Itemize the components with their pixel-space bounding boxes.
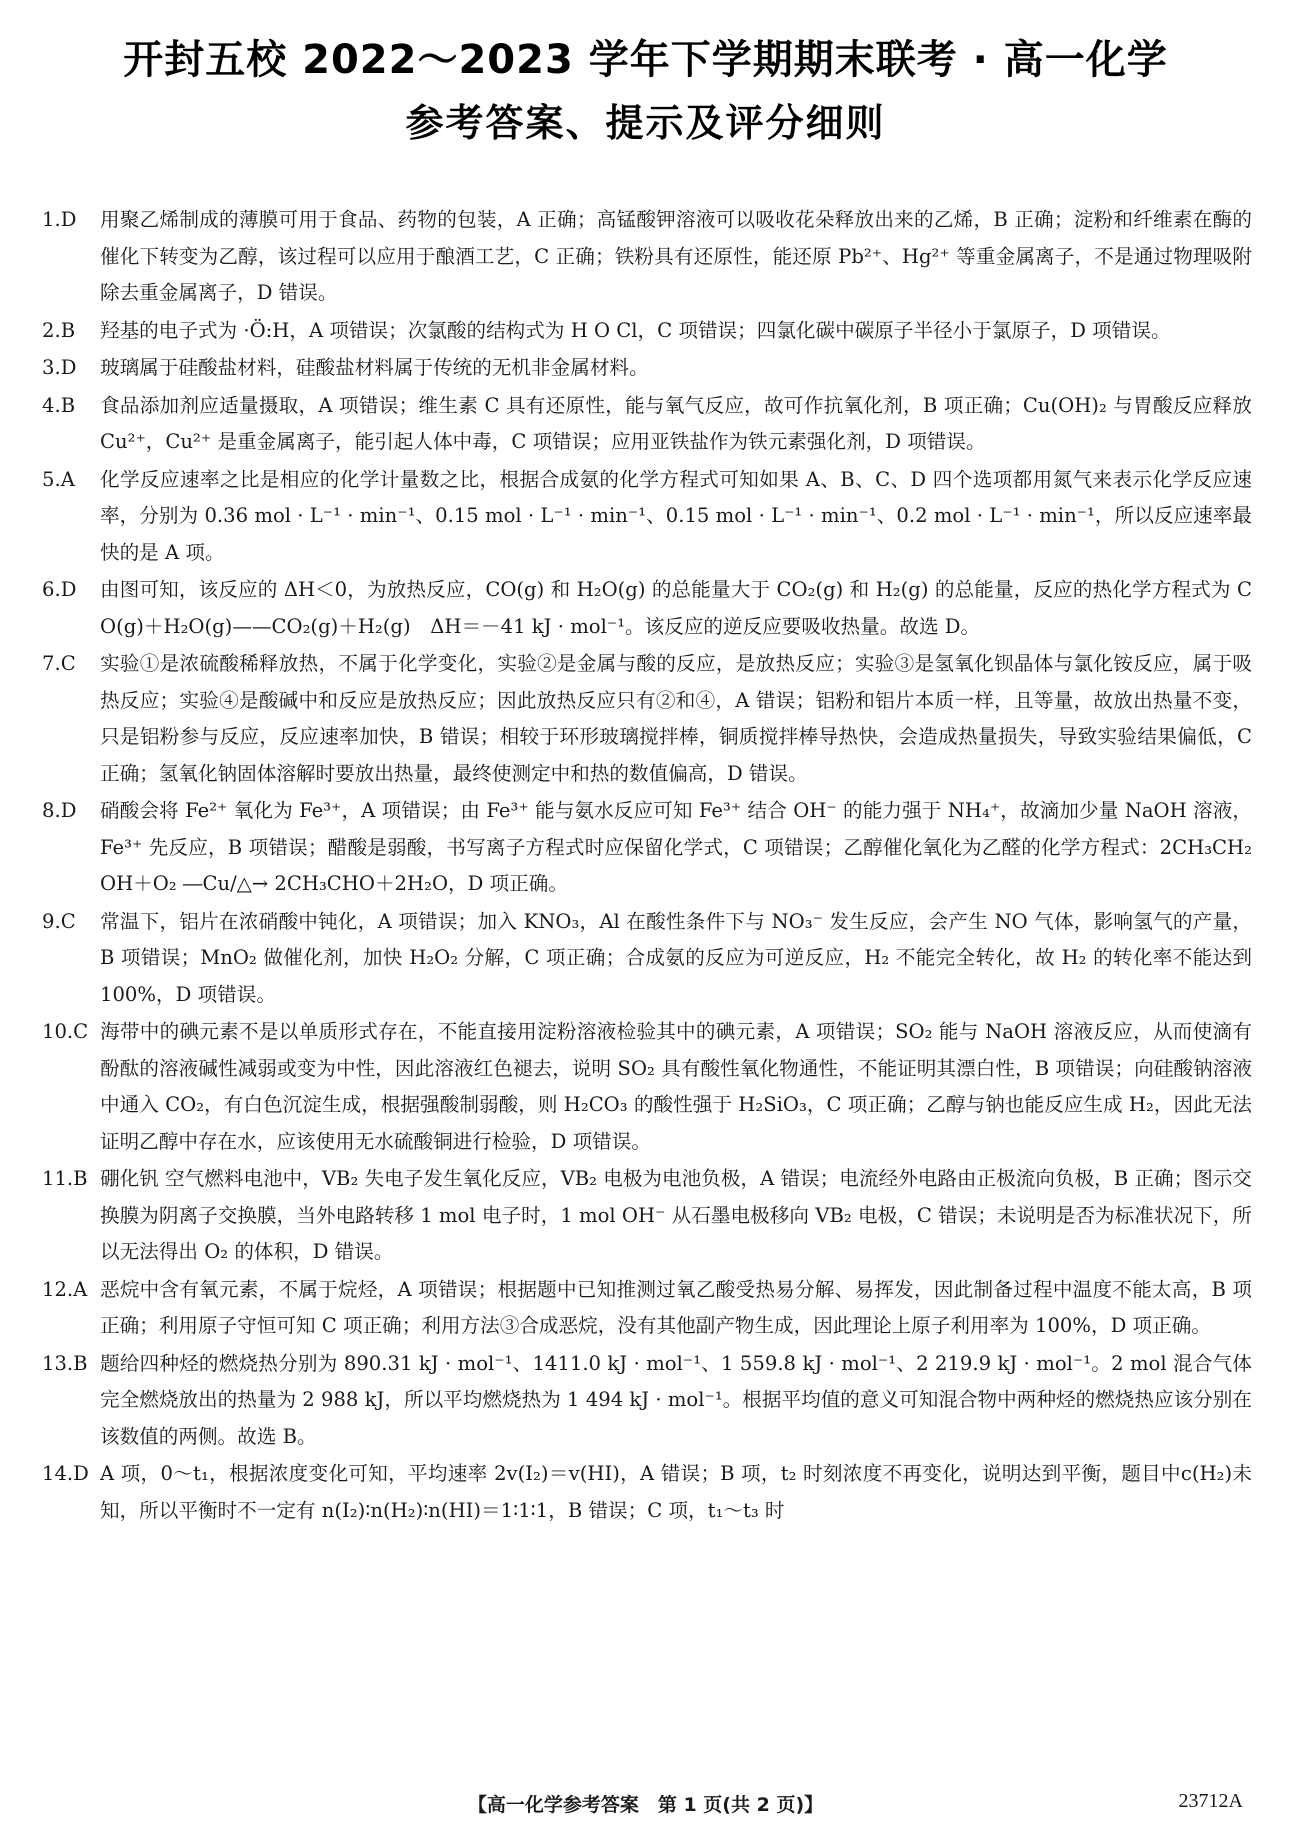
answer-explanation: 硼化钒 空气燃料电池中，VB₂ 失电子发生氧化反应，VB₂ 电极为电池负极，A 错误；电流经外电路由正极流向负极，B 正确；图示交换膜为阴离子交换膜，当外电路转移 1 mol 电子时，1 mol OH⁻ 从石墨电极移向 VB₂ 电极，C 错误；未说明是否为标准状况下，所以无法得出 O₂ 的体积，D 错误。 <box>100 1167 1252 1263</box>
answer-number: 10.C <box>42 1020 89 1043</box>
footer-page-label: 【高一化学参考答案 第 1 页(共 2 页)】 <box>467 1794 824 1816</box>
answer-explanation: 化学反应速率之比是相应的化学计量数之比，根据合成氨的化学方程式可知如果 A、B、C、D 四个选项都用氮气来表示化学反应速率，分别为 0.36 mol · L⁻¹ · min⁻¹、0.15 mol · L⁻¹ · min⁻¹、0.15 mol · L⁻¹ · min⁻¹、0.2 mol · L⁻¹ · min⁻¹，所以反应速率最快的是 A 项。 <box>100 467 1252 564</box>
answer-number: 12.A <box>42 1277 88 1301</box>
answer-item-13 <box>42 1346 1252 1456</box>
answer-item-10 <box>42 1014 1252 1160</box>
answer-number: 6.D <box>42 578 77 601</box>
answer-explanation: 海带中的碘元素不是以单质形式存在，不能直接用淀粉溶液检验其中的碘元素，A 项错误；SO₂ 能与 NaOH 溶液反应，从而使滴有酚酞的溶液碱性减弱或变为中性，因此溶液红色褪去，说明 SO₂ 具有酸性氧化物通性，不能证明其漂白性，B 项错误；向硅酸钠溶液中通入 CO₂，有白色沉淀生成，根据强酸制弱酸，则 H₂CO₃ 的酸性强于 H₂SiO₃，C 项正确；乙醇与钠也能反应生成 H₂，因此无法证明乙醇中存在水，应该使用无水硫酸铜进行检验，D 项错误。 <box>100 1020 1252 1153</box>
answer-item-6 <box>42 572 1252 645</box>
answer-explanation: 食品添加剂应适量摄取，A 项错误；维生素 C 具有还原性，能与氧气反应，故可作抗氧化剂，B 项正确；Cu(OH)₂ 与胃酸反应释放 Cu²⁺，Cu²⁺ 是重金属离子，能引起人体中毒，C 项错误；应用亚铁盐作为铁元素强化剂，D 项错误。 <box>100 393 1252 453</box>
answer-item-3 <box>42 350 1252 387</box>
answer-explanation: 常温下，铝片在浓硝酸中钝化，A 项错误；加入 KNO₃，Al 在酸性条件下与 NO₃⁻ 发生反应，会产生 NO 气体，影响氢气的产量，B 项错误；MnO₂ 做催化剂，加快 H₂O₂ 分解，C 项正确；合成氨的反应为可逆反应，H₂ 不能完全转化，故 H₂ 的转化率不能达到 100%，D 项错误。 <box>100 909 1252 1006</box>
answer-item-4 <box>42 388 1252 461</box>
answer-number: 13.B <box>42 1351 88 1375</box>
answer-explanation: 恶烷中含有氧元素，不属于烷烃，A 项错误；根据题中已知推测过氧乙酸受热易分解、易挥发，因此制备过程中温度不能太高，B 项正确；利用原子守恒可知 C 项正确；利用方法③合成恶烷，没有其他副产物生成，因此理论上原子利用率为 100%，D 项正确。 <box>100 1277 1252 1337</box>
footer-code: 23712A <box>1178 1790 1243 1812</box>
answer-number: 7.C <box>42 652 76 675</box>
answer-number: 14.D <box>42 1462 89 1485</box>
answer-item-5 <box>42 462 1252 572</box>
answer-number: 3.D <box>42 356 77 379</box>
answer-number: 5.A <box>42 467 75 491</box>
answer-number: 4.B <box>42 393 76 417</box>
answer-item-1 <box>42 202 1252 312</box>
answer-number: 2.B <box>42 318 76 342</box>
answer-explanation: 用聚乙烯制成的薄膜可用于食品、药物的包装，A 正确；高锰酸钾溶液可以吸收花朵释放出来的乙烯，B 正确；淀粉和纤维素在酶的催化下转变为乙醇，该过程可以应用于酿酒工艺，C 正确；铁粉具有还原性，能还原 Pb²⁺、Hg²⁺ 等重金属离子，不是通过物理吸附除去重金属离子，D 错误。 <box>100 208 1252 304</box>
answer-explanation: A 项，0～t₁，根据浓度变化可知，平均速率 2v(I₂)＝v(HI)，A 错误；B 项，t₂ 时刻浓度不再变化，说明达到平衡，题目中c(H₂)未知，所以平衡时不一定有 n(I₂)∶n(H₂)∶n(HI)＝1∶1∶1，B 错误；C 项，t₁～t₃ 时 <box>100 1462 1252 1522</box>
answer-explanation: 题给四种烃的燃烧热分别为 890.31 kJ · mol⁻¹、1411.0 kJ · mol⁻¹、1 559.8 kJ · mol⁻¹、2 219.9 kJ · mol⁻¹。2 mol 混合气体完全燃烧放出的热量为 2 988 kJ，所以平均燃烧热为 1 494 kJ · mol⁻¹。根据平均值的意义可知混合物中两种烃的燃烧热应该分别在该数值的两侧。故选 B。 <box>100 1351 1252 1448</box>
answer-item-7 <box>42 646 1252 792</box>
answer-item-12 <box>42 1272 1252 1345</box>
answer-list <box>42 202 1252 1530</box>
answer-number: 8.D <box>42 799 77 822</box>
answer-number: 9.C <box>42 909 76 933</box>
answer-explanation: 玻璃属于硅酸盐材料，硅酸盐材料属于传统的无机非金属材料。 <box>100 356 649 379</box>
answer-item-11 <box>42 1161 1252 1271</box>
answer-item-14 <box>42 1456 1252 1529</box>
answer-explanation: 羟基的电子式为 ·Ö:H，A 项错误；次氯酸的结构式为 H O Cl，C 项错误；四氯化碳中碳原子半径小于氯原子，D 项错误。 <box>100 318 1171 342</box>
answer-item-9 <box>42 904 1252 1014</box>
answer-item-2 <box>42 313 1252 350</box>
page-title: 开封五校 2022～2023 学年下学期期末联考 · 高一化学 <box>123 37 1168 83</box>
page-footer <box>0 1790 1291 1820</box>
answer-explanation: 硝酸会将 Fe²⁺ 氧化为 Fe³⁺，A 项错误；由 Fe³⁺ 能与氨水反应可知 Fe³⁺ 结合 OH⁻ 的能力强于 NH₄⁺，故滴加少量 NaOH 溶液，Fe³⁺ 先反应，B 项错误；醋酸是弱酸，书写离子方程式时应保留化学式，C 项错误；乙醇催化氧化为乙醛的化学方程式：2CH₃CH₂OH＋O₂ ―Cu/△→ 2CH₃CHO＋2H₂O，D 项正确。 <box>100 799 1252 895</box>
page-subtitle: 参考答案、提示及评分细则 <box>405 101 886 145</box>
answer-number: 1.D <box>42 208 77 231</box>
answer-explanation: 实验①是浓硫酸稀释放热，不属于化学变化，实验②是金属与酸的反应，是放热反应；实验③是氢氧化钡晶体与氯化铵反应，属于吸热反应；实验④是酸碱中和反应是放热反应；因此放热反应只有②和④，A 错误；铝粉和铝片本质一样，且等量，故放出热量不变，只是铝粉参与反应，反应速率加快，B 错误；相较于环形玻璃搅拌棒，铜质搅拌棒导热快，会造成热量损失，导致实验结果偏低，C 正确；氢氧化钠固体溶解时要放出热量，最终使测定中和热的数值偏高，D 错误。 <box>100 652 1252 785</box>
answer-explanation: 由图可知，该反应的 ΔH＜0，为放热反应，CO(g) 和 H₂O(g) 的总能量大于 CO₂(g) 和 H₂(g) 的总能量，反应的热化学方程式为 CO(g)＋H₂O(g)——CO₂(g)＋H₂(g) ΔH＝－41 kJ · mol⁻¹。该反应的逆反应要吸收热量。故选 D。 <box>100 578 1252 638</box>
answer-item-8 <box>42 793 1252 903</box>
answer-number: 11.B <box>42 1167 88 1190</box>
